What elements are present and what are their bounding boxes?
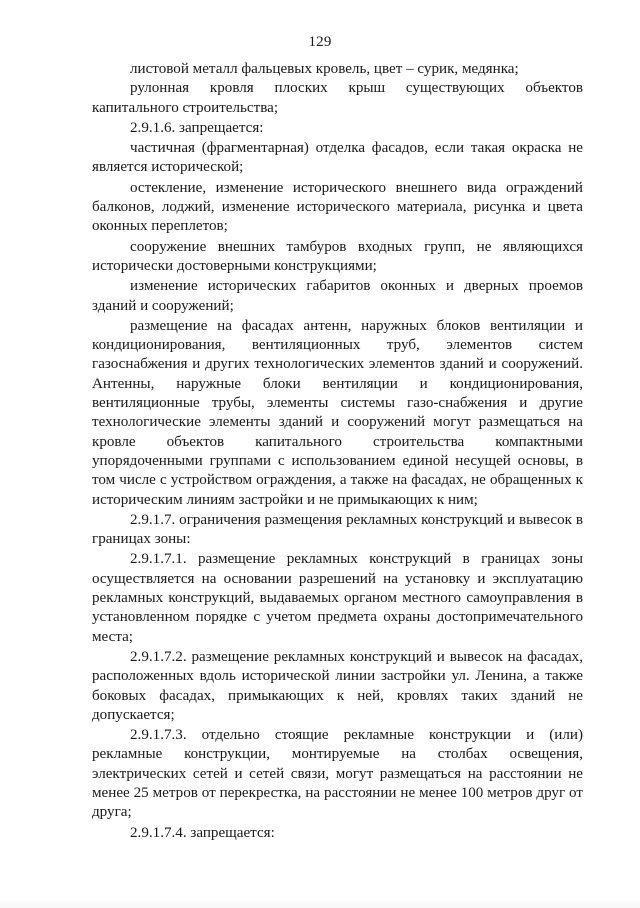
paragraph-openings: изменение исторических габаритов оконных и дверных проемов зданий и сооружений; [92,278,583,314]
document-body [92,60,583,843]
paragraph-vestibules: сооружение внешних тамбуров входных групп, не являющихся исторически достоверными конструкциями; [92,238,583,274]
paragraph-partial-finishing: частичная (фрагментарная) отделка фасадов, если такая окраска не является исторической; [92,140,583,176]
clause-2-9-1-7: 2.9.1.7. ограничения размещения рекламных конструкций и вывесок в границах зоны: [92,511,583,548]
clause-2-9-1-7-3: 2.9.1.7.3. отдельно стоящие рекламные конструкции и (или) рекламные конструкции, монтируемые на столбах освещения, электрических сетей и сетей связи, могут размещаться на расстоянии не менее 25 метров от перекрестка, на расстоянии не менее 100 метров друг от друга; [92,727,583,821]
paragraph-roof-metal: листовой металл фальцевых кровель, цвет – сурик, медянка; [130,61,519,77]
clause-2-9-1-7-1: 2.9.1.7.1. размещение рекламных конструкций в границах зоны осуществляется на основании разрешений на установку и эксплуатацию рекламных конструкций, выдаваемых органом местного самоуправления в установленном порядке с учетом предмета охраны достопримечательного места; [92,551,583,645]
clause-2-9-1-7-4: 2.9.1.7.4. запрещается: [130,824,275,841]
clause-2-9-1-7-2: 2.9.1.7.2. размещение рекламных конструкций и вывесок на фасадах, расположенных вдоль исторической линии застройки ул. Ленина, а также боковых фасадах, примыкающих к ней, кровлях таких зданий не допускается; [92,648,583,723]
paragraph-roll-roofing: рулонная кровля плоских крыш существующих объектов капитального строительства; [92,80,583,116]
page-number: 129 [308,34,332,50]
scan-edge [0,898,640,908]
paragraph-antennas: размещение на фасадах антенн, наружных блоков вентиляции и кондиционирования, вентиляционных труб, элементов систем газоснабжения и других технологических элементов зданий и сооружений. Антенны, наружные блоки вентиляции и кондиционирования, вентиляционные трубы, элементы системы газо-снабжения и другие технологические элементы зданий и сооружений могут размещаться на кровле объектов капитального строительства компактными упорядоченными группами с использованием единой несущей основы, в том числе с устройством ограждения, а также на фасадах, не обращенных к историческим линиям застройки и не примыкающих к ним; [92,317,583,508]
paragraph-glazing: остекление, изменение исторического внешнего вида ограждений балконов, лоджий, изменение исторического материала, рисунка и цвета оконных переплетов; [92,179,583,235]
clause-2-9-1-6: 2.9.1.6. запрещается: [130,119,264,136]
